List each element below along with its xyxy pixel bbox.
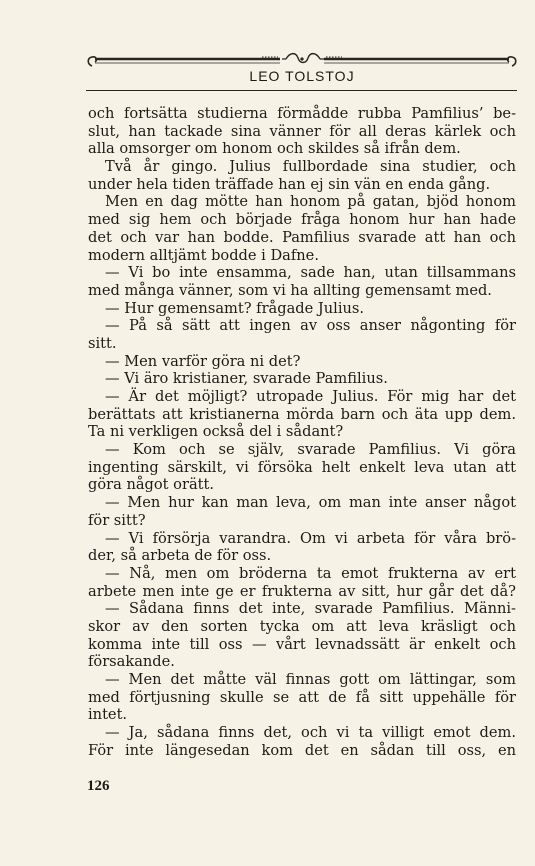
text-line: — Vi försörja varandra. Om vi arbeta för våra brö- <box>105 529 516 547</box>
text-line: Men en dag mötte han honom på gatan, bjöd honom <box>105 193 516 211</box>
text-line: — Vi bo inte ensamma, sade han, utan tillsammans <box>105 264 516 282</box>
text-line: alla omsorger om honom och skildes så ifrån dem. <box>88 140 461 158</box>
text-line: — Men varför göra ni det? <box>105 352 301 370</box>
text-line: Ta ni verkligen också del i sådant? <box>88 423 344 441</box>
text-line: ingenting särskilt, vi försöka helt enkelt leva utan att <box>88 458 516 476</box>
body-text <box>88 105 516 759</box>
text-line: under hela tiden träffade han ej sin vän en enda gång. <box>88 175 491 193</box>
text-line: skor av den sorten tycka om att leva kräsligt och <box>88 617 516 635</box>
text-line: och fortsätta studierna förmådde rubba Pamfilius’ be- <box>88 105 516 122</box>
text-line: sitt. <box>88 334 117 352</box>
text-line: Två år gingo. Julius fullbordade sina studier, och <box>105 158 516 176</box>
text-line: göra något orätt. <box>88 476 215 494</box>
text-line: slut, han tackade sina vänner för all deras kärlek och <box>88 122 516 140</box>
page-number: 126 <box>87 778 110 794</box>
text-line: försakande. <box>88 653 175 671</box>
text-line: med många vänner, som vi ha allting gemensamt med. <box>88 281 492 299</box>
text-line: — Men det måtte väl finnas gott om lättingar, som <box>105 671 516 688</box>
text-line: der, så arbeta de för oss. <box>88 547 272 565</box>
text-line: — Nå, men om bröderna ta emot frukterna av ert <box>105 564 516 582</box>
text-line: det och var han bodde. Pamfilius svarade att han och <box>88 228 516 246</box>
text-line: arbete men inte ge er frukterna av sitt, hur går det då? <box>88 582 516 600</box>
text-line: — Vi äro kristianer, svarade Pamfilius. <box>105 370 388 388</box>
text-line: intet. <box>88 706 128 724</box>
text-line: komma inte till oss — vårt levnadssätt är enkelt och <box>88 635 516 653</box>
text-line: — Är det möjligt? utropade Julius. För mig har det <box>105 388 516 405</box>
text-line: — Men hur kan man leva, om man inte anser något <box>105 494 516 512</box>
text-line: — Ja, sådana finns det, och vi ta villigt emot dem. <box>105 724 516 742</box>
text-line: med sig hem och började fråga honom hur han hade <box>88 211 516 229</box>
header-divider <box>86 90 517 91</box>
text-line: för sitt? <box>88 511 146 529</box>
text-line: — På så sätt att ingen av oss anser någonting för <box>105 317 516 335</box>
text-line: — Sådana finns det inte, svarade Pamfilius. Männi- <box>105 600 516 618</box>
text-line: modern alltjämt bodde i Dafne. <box>88 246 319 264</box>
text-line: — Hur gemensamt? frågade Julius. <box>105 299 365 317</box>
running-header: LEO TOLSTOJ <box>249 68 355 84</box>
text-line: med förtjusning skulle se att de få sitt uppehälle för <box>88 688 516 706</box>
text-line: berättats att kristianerna mörda barn och äta upp dem. <box>88 405 516 423</box>
text-line: För inte längesedan kom det en sådan till oss, en <box>88 741 516 759</box>
text-line: — Kom och se själv, svarade Pamfilius. Vi göra <box>105 441 516 459</box>
